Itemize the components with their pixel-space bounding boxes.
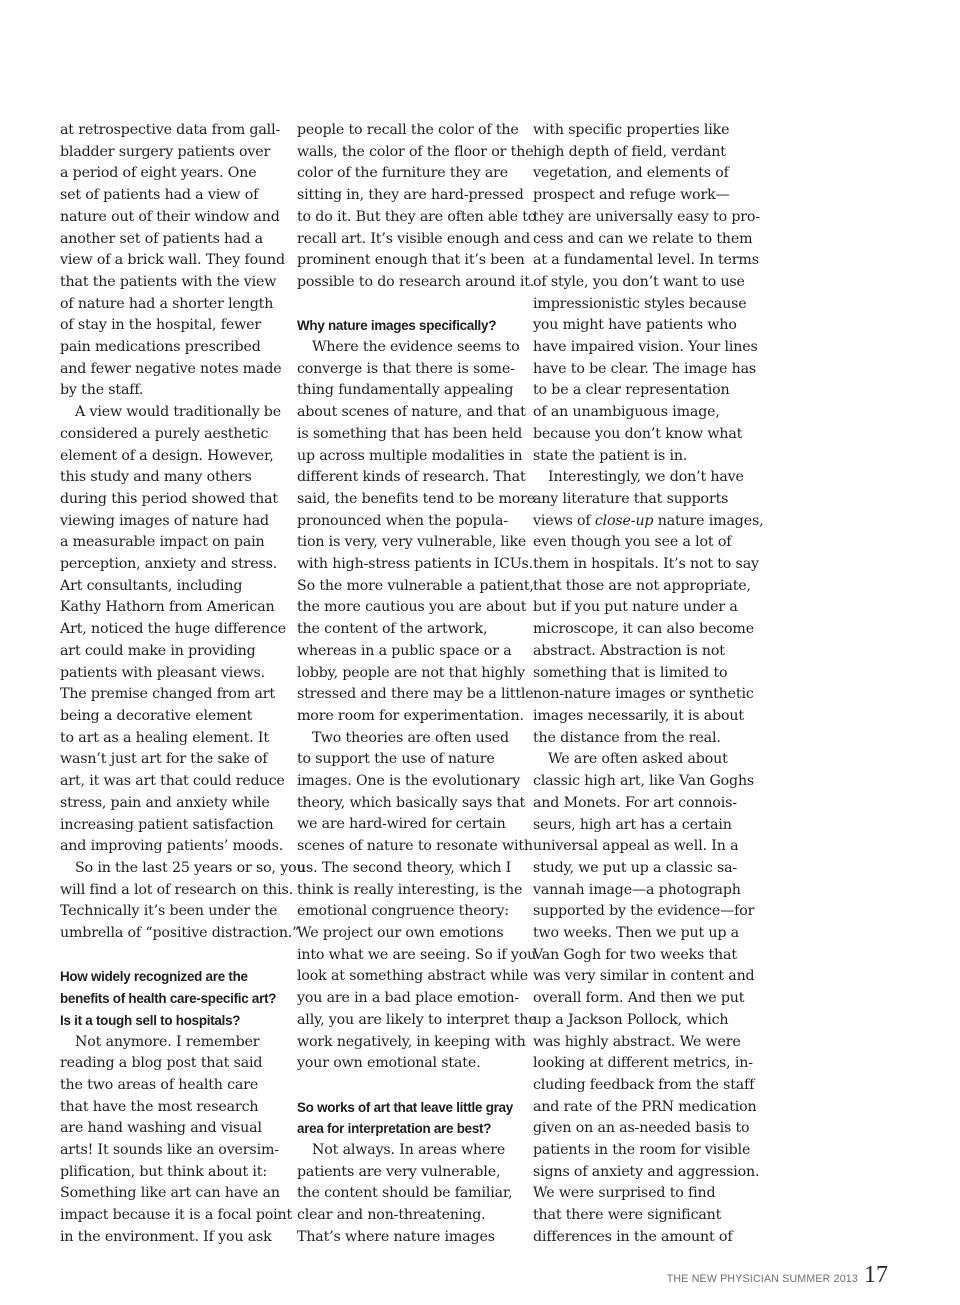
text-line: We were surprised to find	[533, 1185, 716, 1202]
text-line: patients in the room for visible	[533, 1142, 751, 1159]
text-line: and Monets. For art connois-	[533, 794, 737, 811]
text-line: Kathy Hathorn from American	[60, 599, 275, 616]
text-line: at a fundamental level. In terms	[533, 252, 759, 269]
text-line: another set of patients had a	[60, 230, 263, 247]
spacer	[60, 945, 280, 967]
text-line: the two areas of health care	[60, 1076, 259, 1093]
text-line: arts! It sounds like an oversim-	[60, 1142, 279, 1159]
text-line: prominent enough that it’s been	[297, 252, 525, 269]
text-line: pain medications prescribed	[60, 339, 261, 356]
text-line: a measurable impact on pain	[60, 534, 265, 551]
text-line: was very similar in content and	[533, 968, 755, 985]
publication-name: THE NEW PHYSICIAN SUMMER 2013	[666, 1273, 858, 1285]
text-line: Where the evidence seems to	[312, 339, 520, 356]
text-line: because you don’t know what	[533, 425, 743, 442]
text-line	[533, 511, 764, 533]
text-line: this study and many others	[60, 469, 252, 486]
text-line: have impaired vision. Your lines	[533, 339, 758, 356]
text-line: Two theories are often used	[312, 729, 509, 746]
text-line: That’s where nature images	[297, 1228, 495, 1245]
text-line: Art, noticed the huge difference	[60, 621, 286, 638]
text-line: patients are very vulnerable,	[297, 1163, 501, 1180]
text-line: images necessarily, it is about	[533, 707, 744, 724]
text-line: high depth of field, verdant	[533, 143, 726, 160]
text-line: Not always. In areas where	[312, 1142, 506, 1159]
text-line: recall art. It’s visible enough and	[297, 230, 531, 247]
text-line: scenes of nature to resonate with	[297, 838, 533, 855]
text-line: We project our own emotions	[297, 925, 504, 941]
text-line: the content should be familiar,	[297, 1185, 513, 1202]
page-footer	[667, 1263, 888, 1287]
paragraph	[297, 120, 537, 294]
text-line: Not anymore. I remember	[75, 1033, 260, 1050]
paragraph	[60, 120, 285, 402]
text-line: but if you put nature under a	[533, 599, 738, 616]
text-line: work negatively, in keeping with	[297, 1033, 526, 1050]
text-line: Van Gogh for two weeks that	[533, 946, 737, 963]
page-number: 17	[864, 1262, 888, 1288]
text-line: that there were significant	[533, 1207, 722, 1224]
text-line: of nature had a shorter length	[60, 295, 274, 312]
text-line: a period of eight years. One	[60, 165, 257, 182]
text-line: lobby, people are not that highly	[297, 664, 525, 681]
text-line: will find a lot of research on this.	[60, 881, 293, 898]
paragraph	[60, 1032, 293, 1249]
text-line: about scenes of nature, and that	[297, 404, 526, 421]
text-line: think is really interesting, is the	[297, 881, 523, 898]
text-line: supported by the evidence—for	[533, 903, 755, 920]
text-line: with high-stress patients in ICUs.	[297, 556, 534, 573]
text-line: reading a blog post that said	[60, 1055, 263, 1072]
text-line: the more cautious you are about	[297, 599, 527, 616]
text-line: vegetation, and elements of	[533, 165, 729, 182]
text-line: by the staff.	[60, 382, 144, 399]
paragraph	[533, 467, 764, 749]
text-line: that the patients with the view	[60, 273, 277, 290]
text-line: even though you see a lot of	[533, 534, 732, 551]
text-line: and rate of the PRN medication	[533, 1098, 757, 1115]
paragraph	[297, 1140, 515, 1249]
text-line: benefits of health care-specific art?	[60, 991, 277, 1007]
text-line: Technically it’s been under the	[60, 903, 278, 920]
text-line: the distance from the real.	[533, 729, 721, 746]
text-line: overall form. And then we put	[533, 990, 745, 1007]
text-line: us. The second theory, which I	[297, 859, 512, 876]
text-line: vannah image—a photograph	[533, 881, 741, 898]
text-line: walls, the color of the floor or the	[297, 143, 534, 160]
article-column-1	[60, 120, 306, 1249]
article-column-2	[297, 120, 537, 1249]
text-line: emotional congruence theory:	[297, 903, 509, 920]
text-line: up a Jackson Pollock, which	[533, 1011, 729, 1028]
text-line: sitting in, they are hard-pressed	[297, 187, 524, 204]
section-heading	[297, 1097, 515, 1140]
text-line: to be a clear representation	[533, 382, 730, 399]
paragraph	[533, 749, 760, 1248]
text-line: different kinds of research. That	[297, 469, 526, 486]
paragraph	[533, 120, 760, 467]
text-line: impact because it is a focal point	[60, 1207, 293, 1224]
text-line: abstract. Abstraction is not	[533, 642, 725, 659]
text-line: the content of the artwork,	[297, 621, 488, 638]
text-line: at retrospective data from gall-	[60, 122, 281, 138]
text-line: viewing images of nature had	[60, 512, 269, 529]
text-line: that have the most research	[60, 1098, 259, 1115]
text-line: umbrella of “positive distraction.”	[60, 925, 300, 942]
text-line: your own emotional state.	[297, 1055, 481, 1072]
text-line: non-nature images or synthetic	[533, 686, 754, 703]
text-line: looking at different metrics, in-	[533, 1055, 753, 1072]
text-line: bladder surgery patients over	[60, 143, 271, 160]
text-line: of stay in the hospital, fewer	[60, 317, 261, 334]
text-line: any literature that supports	[533, 490, 729, 507]
text-line: to support the use of nature	[297, 751, 495, 768]
text-line: Interestingly, we don’t have	[548, 469, 744, 486]
text-line: in the environment. If you ask	[60, 1228, 272, 1245]
text-line: of an unambiguous image,	[533, 404, 720, 421]
paragraph	[297, 337, 536, 728]
text-line: are hand washing and visual	[60, 1120, 262, 1137]
text-line: is something that has been held	[297, 425, 523, 442]
text-line: So in the last 25 years or so, you	[75, 859, 306, 876]
text-line: look at something abstract while	[297, 968, 529, 985]
text-line: was highly abstract. We were	[533, 1033, 741, 1050]
text-line: microscope, it can also become	[533, 621, 754, 638]
emphasis-text: close-up	[594, 512, 654, 529]
text-line: that those are not appropriate,	[533, 577, 751, 594]
text-line: considered a purely aesthetic	[60, 425, 269, 442]
text-line: during this period showed that	[60, 490, 278, 507]
text-line: set of patients had a view of	[60, 187, 259, 204]
text-line: art, it was art that could reduce	[60, 773, 285, 790]
text-line: something that is limited to	[533, 664, 728, 681]
text-line: of style, you don’t want to use	[533, 273, 745, 290]
text-run: nature images,	[653, 512, 764, 529]
text-line: nature out of their window and	[60, 208, 280, 225]
text-line: pronounced when the popula-	[297, 512, 508, 529]
text-line: Something like art can have an	[60, 1185, 280, 1202]
text-line: you are in a bad place emotion-	[297, 990, 520, 1007]
text-line: they are universally easy to pro-	[533, 208, 760, 225]
text-line: Is it a tough sell to hospitals?	[60, 1012, 241, 1028]
text-line: How widely recognized are the	[60, 969, 248, 985]
text-line: So works of art that leave little gray	[297, 1099, 513, 1115]
text-line: to do it. But they are often able to	[297, 208, 537, 225]
text-line: you might have patients who	[533, 317, 737, 334]
text-line: we are hard-wired for certain	[297, 816, 506, 833]
text-line: perception, anxiety and stress.	[60, 556, 278, 573]
text-line: them in hospitals. It’s not to say	[533, 556, 759, 573]
text-line: theory, which basically says that	[297, 794, 526, 811]
text-line: plification, but think about it:	[60, 1163, 267, 1180]
text-line: images. One is the evolutionary	[297, 773, 521, 790]
paragraph	[60, 858, 306, 945]
text-line: wasn’t just art for the sake of	[60, 751, 268, 768]
text-line: state the patient is in.	[533, 447, 688, 464]
spacer	[297, 1075, 515, 1097]
text-line: have to be clear. The image has	[533, 360, 757, 377]
text-line: being a decorative element	[60, 707, 253, 724]
text-line: converge is that there is some-	[297, 360, 515, 377]
paragraph	[60, 402, 286, 858]
text-line: possible to do research around it.	[297, 273, 535, 290]
text-line: two weeks. Then we put up a	[533, 925, 739, 942]
text-line: area for interpretation are best?	[297, 1121, 492, 1137]
text-line: into what we are seeing. So if you	[297, 946, 537, 963]
text-line: So the more vulnerable a patient,	[297, 577, 534, 594]
text-line: We are often asked about	[548, 751, 728, 768]
section-heading: Why nature images specifically?	[297, 318, 497, 334]
text-line: stress, pain and anxiety while	[60, 794, 270, 811]
text-line: thing fundamentally appealing	[297, 382, 514, 399]
text-line: given on an as-needed basis to	[533, 1120, 750, 1137]
text-line: seurs, high art has a certain	[533, 816, 732, 833]
text-line: art could make in providing	[60, 642, 256, 659]
text-run: views of	[533, 512, 595, 529]
text-line: ally, you are likely to interpret the	[297, 1011, 537, 1028]
text-line: element of a design. However,	[60, 447, 274, 464]
text-line: whereas in a public space or a	[297, 642, 512, 659]
text-line: A view would traditionally be	[75, 404, 281, 421]
text-line: more room for experimentation.	[297, 707, 524, 724]
text-line: color of the furniture they are	[297, 165, 509, 182]
text-line: study, we put up a classic sa-	[533, 859, 738, 876]
text-line: The premise changed from art	[60, 686, 275, 703]
text-line: clear and non-threatening.	[297, 1207, 486, 1224]
text-line: up across multiple modalities in	[297, 447, 523, 464]
text-line: universal appeal as well. In a	[533, 838, 739, 855]
text-line: with specific properties like	[533, 122, 730, 138]
text-line: and improving patients’ moods.	[60, 838, 284, 855]
text-line: prospect and refuge work—	[533, 187, 730, 204]
text-line: stressed and there may be a little	[297, 686, 534, 703]
text-line: Art consultants, including	[60, 577, 243, 594]
paragraph-rest	[533, 532, 757, 749]
text-line: increasing patient satisfaction	[60, 816, 274, 833]
text-line: people to recall the color of the	[297, 122, 519, 138]
text-line: classic high art, like Van Goghs	[533, 773, 755, 790]
text-line: cess and can we relate to them	[533, 230, 753, 247]
text-line: differences in the amount of	[533, 1228, 733, 1245]
text-line: patients with pleasant views.	[60, 664, 265, 681]
text-line: view of a brick wall. They found	[60, 252, 285, 269]
text-line: signs of anxiety and aggression.	[533, 1163, 760, 1180]
text-line: cluding feedback from the staff	[533, 1076, 755, 1093]
text-line: impressionistic styles because	[533, 295, 747, 312]
text-line: to art as a healing element. It	[60, 729, 269, 746]
text-line: said, the benefits tend to be more	[297, 490, 536, 507]
text-line: and fewer negative notes made	[60, 360, 282, 377]
article-column-3	[533, 120, 764, 1249]
spacer	[297, 294, 515, 316]
text-line: tion is very, very vulnerable, like	[297, 534, 527, 551]
section-heading	[60, 966, 280, 1031]
paragraph	[297, 728, 537, 1075]
